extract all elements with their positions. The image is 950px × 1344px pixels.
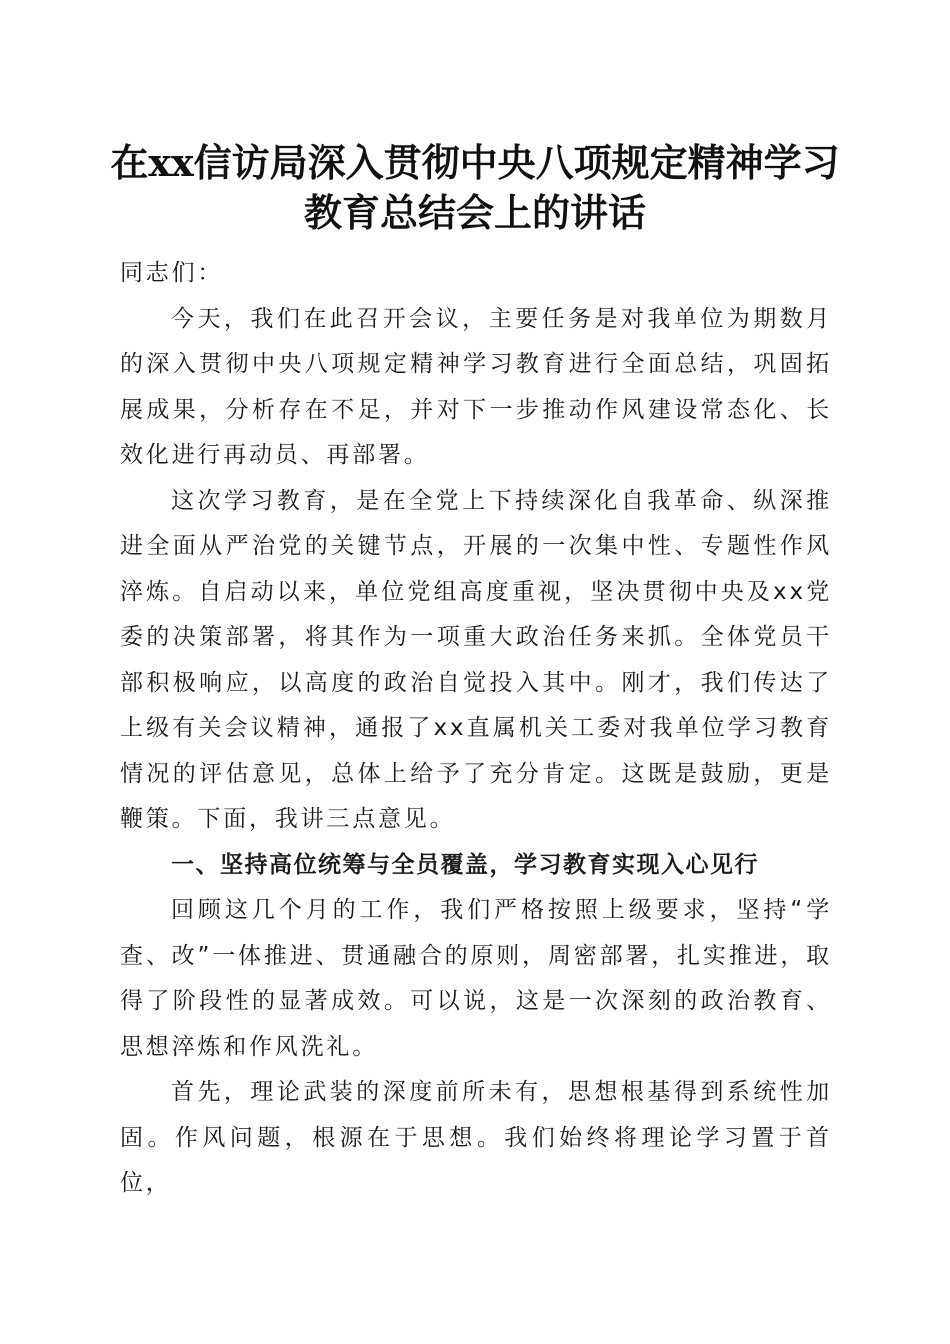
paragraph-review: 回顾这几个月的工作，我们严格按照上级要求，坚持“学查、改”一体推进、贯通融合的原则，周密部署，扎实推进，取得了阶段性的显著成效。可以说，这是一次深刻的政治教育、思想淬炼和作风洗礼。 <box>120 897 832 1060</box>
paragraph-background: 这次学习教育，是在全党上下持续深化自我革命、纵深推进全面从严治党的关键节点，开展的一次集中性、专题性作风淬炼。自启动以来，单位党组高度重视，坚决贯彻中央及xx党委的决策部署，将其作为一项重大政治任务来抓。全体党员干部积极响应，以高度的政治自觉投入其中。刚才，我们传达了上级有关会议精神，通报了xx直属机关工委对我单位学习教育情况的评估意见，总体上给予了充分肯定。这既是鼓励，更是鞭策。下面，我讲三点意见。 <box>120 487 832 832</box>
salutation: 同志们： <box>120 260 224 286</box>
title-line-2: 教育总结会上的讲话 <box>303 190 646 235</box>
title-line-1: 在xx信访局深入贯彻中央八项规定精神学习 <box>110 140 840 185</box>
paragraph-opening: 今天，我们在此召开会议，主要任务是对我单位为期数月的深入贯彻中央八项规定精神学习教育进行全面总结，巩固拓展成果，分析存在不足，并对下一步推动作风建设常态化、长效化进行再动员、再部署。 <box>120 305 832 468</box>
document-title <box>90 138 860 238</box>
section-heading-1: 一、坚持高位统筹与全员覆盖，学习教育实现入心见行 <box>171 851 759 878</box>
document-body <box>120 251 832 1207</box>
paragraph-theory: 首先，理论武装的深度前所未有，思想根基得到系统性加固。作风问题，根源在于思想。我们始终将理论学习置于首位， <box>120 1079 832 1196</box>
